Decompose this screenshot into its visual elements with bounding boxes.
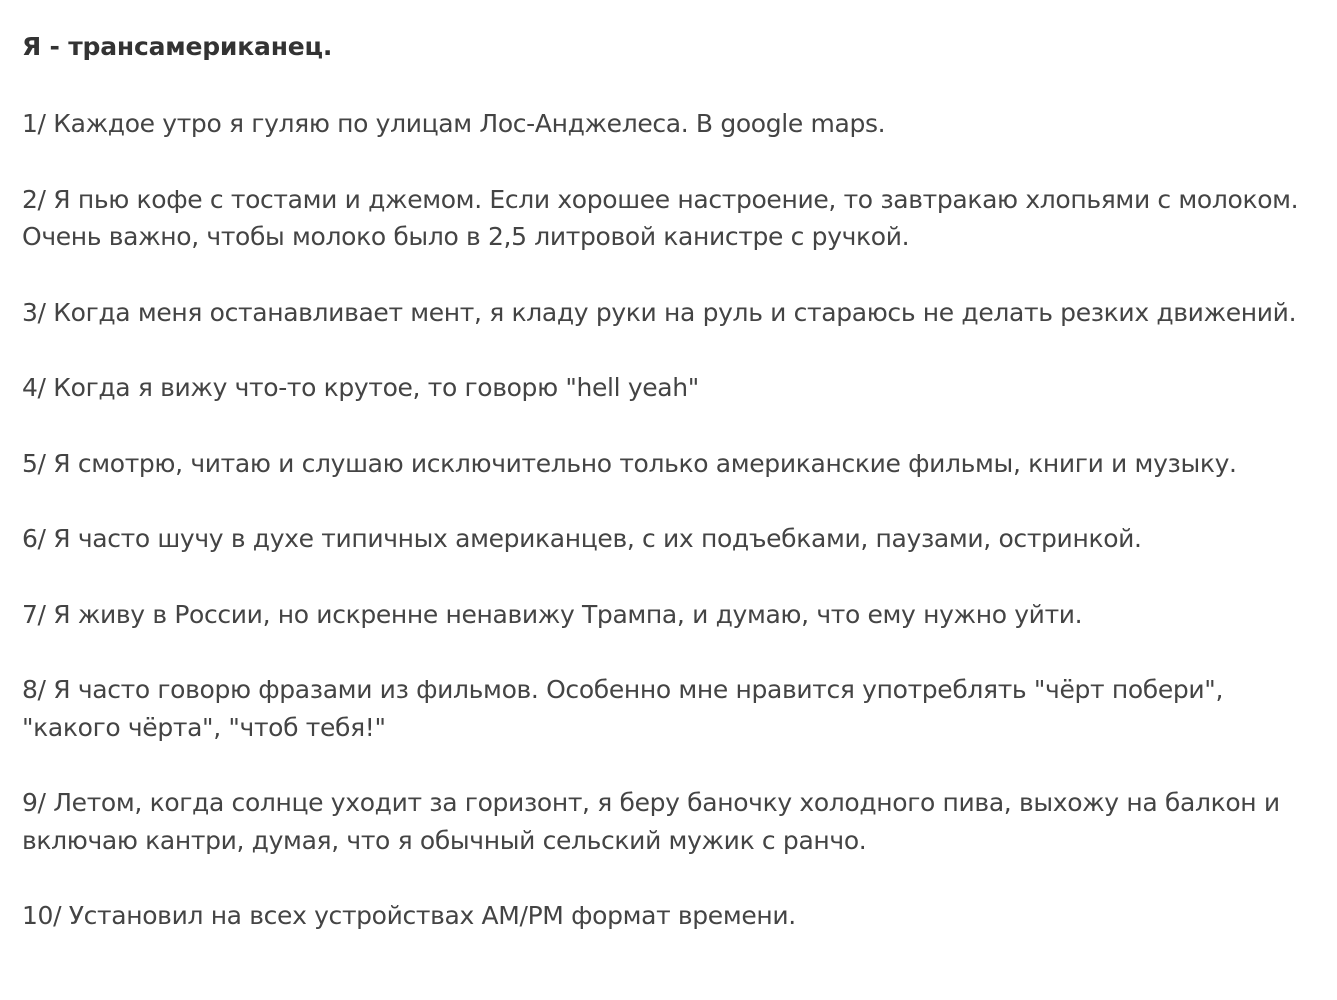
list-item-7: 7/ Я живу в России, но искренне ненавижу Трампа, и думаю, что ему нужно уйти. xyxy=(22,599,1083,629)
list-item-4: 4/ Когда я вижу что-то крутое, то говорю "hell yeah" xyxy=(22,373,699,402)
post-title: Я - трансамериканец. xyxy=(22,32,333,61)
list-item-6: 6/ Я часто шучу в духе типичных американцев, с их подъебками, паузами, остринкой. xyxy=(22,524,1142,553)
list-item-5: 5/ Я смотрю, читаю и слушаю исключительно только американские фильмы, книги и музыку. xyxy=(22,448,1237,478)
list-item-3: 3/ Когда меня останавливает мент, я кладу руки на руль и стараюсь не делать резких движений. xyxy=(22,297,1297,327)
list-item-9: 9/ Летом, когда солнце уходит за горизонт, я беру баночку холодного пива, выхожу на балкон и включаю кантри, думая, что я обычный сельский мужик с ранчо. xyxy=(22,788,1280,855)
post-body xyxy=(22,27,1327,973)
list-item-10: 10/ Установил на всех устройствах AM/PM формат времени. xyxy=(22,901,796,930)
list-item-8: 8/ Я часто говорю фразами из фильмов. Особенно мне нравится употреблять "чёрт побери", "какого чёрта", "чтоб тебя!" xyxy=(22,675,1224,742)
list-item-2: 2/ Я пью кофе с тостами и джемом. Если хорошее настроение, то завтракаю хлопьями с молоком. Очень важно, чтобы молоко было в 2,5 литровой канистре с ручкой. xyxy=(22,184,1299,251)
list-item-1: 1/ Каждое утро я гуляю по улицам Лос-Анджелеса. В google maps. xyxy=(22,109,886,138)
